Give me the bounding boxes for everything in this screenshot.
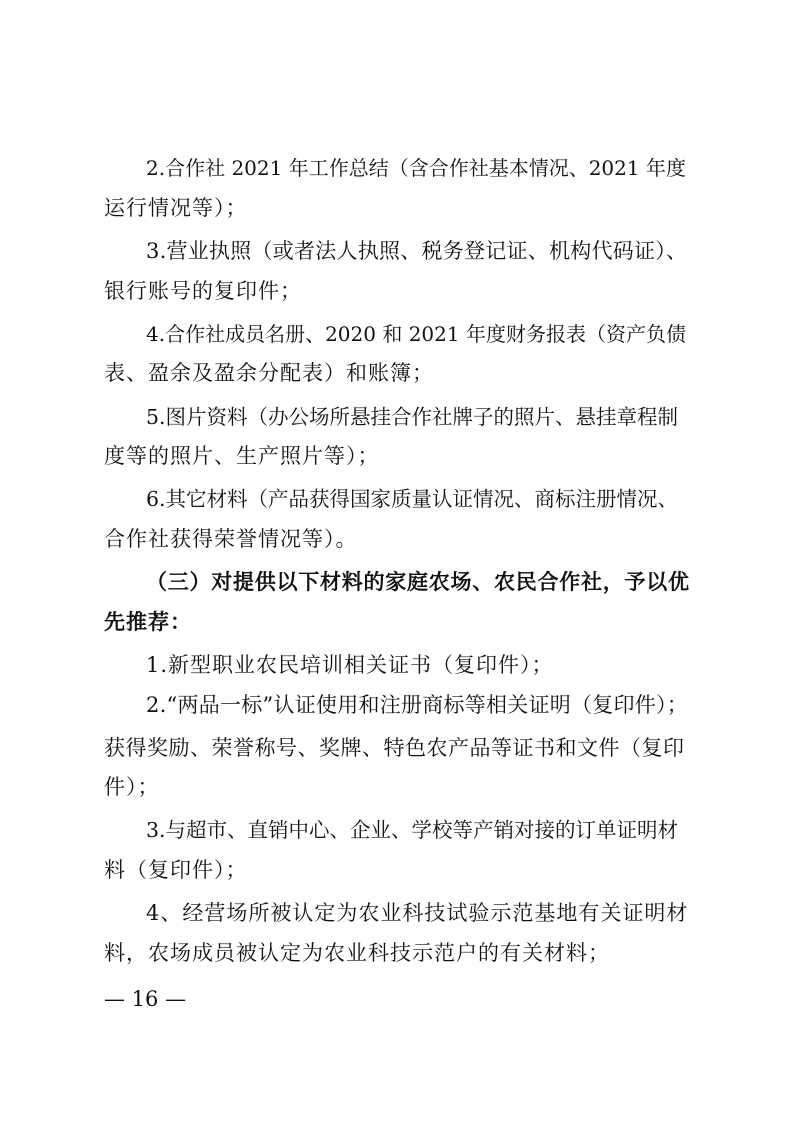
text-line: 1.新型职业农民培训相关证书（复印件）； — [146, 653, 554, 677]
text-line: 运行情况等）； — [104, 196, 248, 220]
text-line: 料，农场成员被认定为农业科技示范户的有关材料； — [104, 941, 610, 965]
text-line: 3.与超市、直销中心、企业、学校等产销对接的订单证明材 — [146, 818, 679, 842]
text-line: 表、盈余及盈余分配表）和账簿； — [104, 361, 434, 385]
text-line: 3.营业执照（或者法人执照、税务登记证、机构代码证）、 — [146, 239, 688, 263]
text-line: 4、经营场所被认定为农业科技试验示范基地有关证明材 — [146, 901, 689, 925]
text-line: 获得奖励、荣誉称号、奖牌、特色农产品等证书和文件（复印 — [104, 736, 685, 760]
text-line: 件）； — [104, 775, 160, 799]
text-line: 6.其它材料（产品获得国家质量认证情况、商标注册情况、 — [146, 487, 679, 511]
text-line: 4.合作社成员名册、2020 和 2021 年度财务报表（资产负债 — [146, 322, 686, 346]
text-line: 度等的照片、生产照片等）； — [104, 444, 380, 468]
text-line: 2.合作社 2021 年工作总结（含合作社基本情况、2021 年度 — [146, 156, 686, 180]
text-line: 料（复印件）； — [104, 858, 248, 882]
text-line: 合作社获得荣誉情况等）。 — [104, 527, 358, 551]
text-line: 5.图片资料（办公场所悬挂合作社牌子的照片、悬挂章程制 — [146, 405, 679, 429]
page-number: — 16 — — [104, 987, 187, 1011]
text-line: 2.“两品一标”认证使用和注册商标等相关证明（复印件）； — [146, 693, 689, 717]
text-line: 银行账号的复印件； — [104, 279, 302, 303]
section-heading-line: （三）对提供以下材料的家庭农场、农民合作社，予以优 — [146, 569, 690, 594]
section-heading-line: 先推荐： — [104, 609, 192, 634]
